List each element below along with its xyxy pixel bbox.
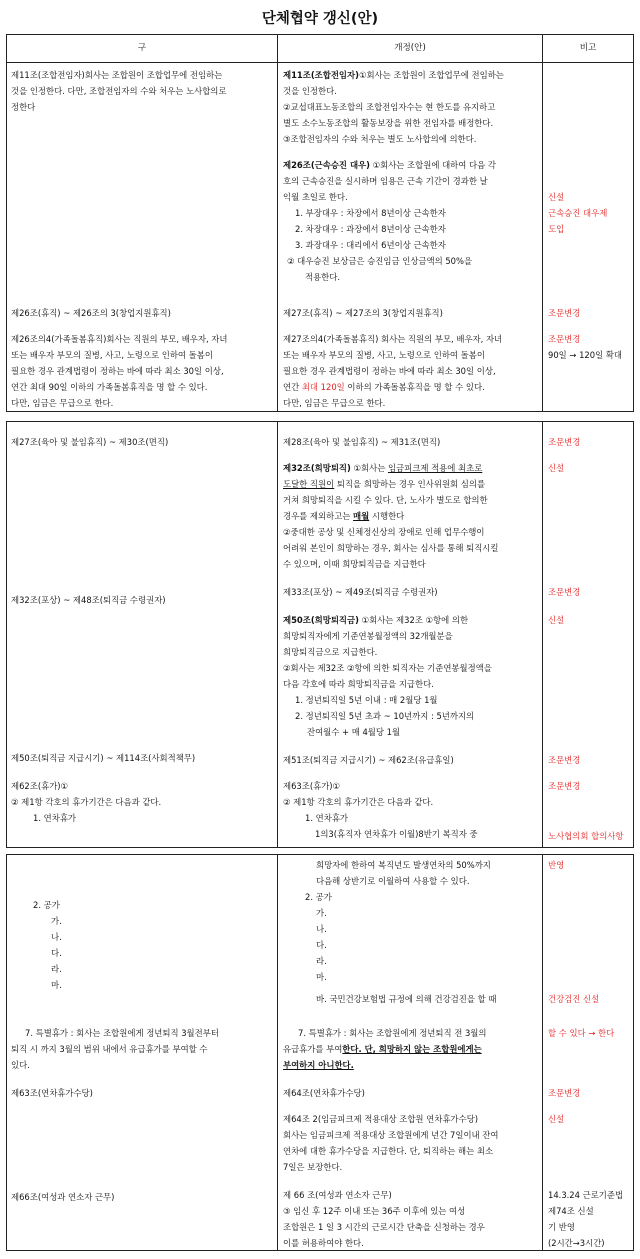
new-art63-line: ② 제1항 각호의 휴가기간은 다음과 같다. [283, 797, 434, 807]
old-leave-item: 가. [51, 916, 62, 926]
note-line: 14.3.24 근로기준법 [548, 1190, 624, 1200]
note-line: 제74조 신설 [548, 1206, 594, 1216]
new-art32-line [283, 476, 485, 492]
new-art50-list-item: 2. 정년퇴직일 5년 초과 ~ 10년까지 : 5년까지의 [295, 711, 475, 721]
old-leave-item: 다. [51, 948, 62, 958]
new-art50-list-item: 잔여월수 + 매 4월당 1월 [307, 727, 401, 737]
old-art62-line: 1. 연차휴가 [33, 813, 77, 823]
note-health-checkup-new: 건강검진 신설 [548, 994, 600, 1004]
new-art64-2-line: 회사는 임금피크제 적용대상 조합원에게 년간 7일이내 잔여 [283, 1130, 499, 1140]
note-line: 근속승진 대우제 [548, 208, 608, 218]
old-art11-line: 것을 인정한다. 다만, 조합전임자의 수와 처우는 노사합의로 [11, 86, 227, 96]
text-span: 연간 [283, 382, 302, 392]
old-leave-item: 나. [51, 932, 62, 942]
text-span: ①회사는 [350, 463, 388, 473]
new-leave-item: 가. [316, 908, 327, 918]
note-new: 신설 [548, 615, 565, 625]
old-range: 제27조(육아 및 불임휴직) ~ 제30조(면직) [11, 437, 169, 447]
new-art26-heading: 제26조(근속승진 대우) [283, 160, 370, 170]
new-range: 제28조(육아 및 불임휴직) ~ 제31조(면직) [283, 437, 441, 447]
new-art11-line [283, 67, 504, 83]
new-art11-clause: ①회사는 조합원이 조합업무에 전임하는 [358, 70, 504, 80]
new-special-leave-line: 7. 특별휴가 : 회사는 조합원에게 정년퇴직 전 3월의 [298, 1028, 487, 1038]
new-leave-item: 나. [316, 924, 327, 934]
new-art26-list-item: 1. 부장대우 : 차장에서 8년이상 근속한자 [295, 208, 446, 218]
old-column [7, 35, 278, 411]
note-wording-change: 할 수 있다 → 한다 [548, 1028, 615, 1038]
old-art63: 제63조(연차휴가수당) [11, 1088, 93, 1098]
old-art62-line: ② 제1항 각호의 휴가기간은 다음과 같다. [11, 797, 162, 807]
new-range: 제51조(퇴직금 지급시기) ~ 제62조(유급휴일) [283, 755, 454, 765]
new-art26-clause: ①회사는 조합원에 대하여 다음 각 [369, 160, 496, 170]
text-span: ①회사는 제32조 ①항에 의한 [358, 615, 469, 625]
new-art32-line [283, 508, 404, 524]
new-leave-item: 2. 공가 [305, 892, 332, 902]
new-art63-line: 1. 연차휴가 [305, 813, 349, 823]
new-art26-line: 적용한다. [305, 272, 341, 282]
new-art27-4-line [283, 379, 485, 395]
new-art66-line: ③ 임신 후 12주 이내 또는 36주 이후에 있는 여성 [283, 1206, 466, 1216]
new-art50-line: ②회사는 제32조 ②항에 의한 퇴직자는 기준연봉월정액을 [283, 663, 492, 673]
old-special-leave-line: 7. 특별휴가 : 회사는 조합원에게 정년퇴직 3월전부터 [25, 1028, 219, 1038]
new-art26-line: ② 대우승진 보상금은 승진임금 인상금액의 50%을 [287, 256, 473, 266]
changed-days-highlight: 최대 120일 [301, 382, 345, 392]
new-art64-2-line: 7일은 보장한다. [283, 1162, 343, 1172]
revision-table-part-2 [6, 421, 634, 848]
new-range: 제33조(포상) ~ 제49조(퇴직금 수령권자) [283, 587, 438, 597]
note-reflected: 반영 [548, 860, 565, 870]
new-art11-heading: 제11조(조합전임자) [283, 70, 359, 80]
new-art26-list-item: 3. 과장대우 : 대리에서 6년이상 근속한자 [295, 240, 446, 250]
new-art26-line: 호의 근속승진을 실시하며 임용은 근속 기간이 경과한 날 [283, 176, 488, 186]
old-art26-4-line: 필요한 경우 관계법령이 정하는 바에 따라 최소 30일 이상, [11, 366, 224, 376]
new-art32-line: 수 있으며, 이때 희망퇴직금을 지급한다 [283, 559, 426, 569]
old-art11-line: 제11조(조합전임자)회사는 조합원이 조합업무에 전임하는 [11, 70, 223, 80]
header-note: 비고 [543, 35, 633, 63]
old-art26-range: 제26조(휴직) ~ 제26조의 3(창업지원휴직) [11, 308, 171, 318]
new-art64: 제64조(연차휴가수당) [283, 1088, 365, 1098]
note-column [543, 35, 633, 411]
new-carryover-line: 다음해 상반기로 이월하여 사용할 수 있다. [316, 876, 470, 886]
new-art50-line: 희망퇴직금으로 지급한다. [283, 647, 378, 657]
new-art27-4-line: 또는 배우자 부모의 질병, 사고, 노령으로 인하여 돌봄이 [283, 350, 485, 360]
header-old: 구 [7, 35, 277, 63]
old-column [7, 422, 278, 847]
note-article-changed: 조문변경 [548, 755, 581, 765]
new-art11-line: 별도 소수노동조합의 활동보장을 위한 전임자를 배정한다. [283, 118, 494, 128]
new-art11-line: 것을 인정한다. [283, 86, 337, 96]
new-art26-line [283, 157, 496, 173]
new-column [278, 35, 543, 411]
old-art26-4-line: 연간 최대 90일 이하의 가족돌봄휴직을 명 할 수 있다. [11, 382, 208, 392]
new-art11-line: ②교섭대표노동조합의 조합전임자수는 현 한도를 유지하고 [283, 102, 496, 112]
old-art26-4-line: 제26조의4(가족돌봄휴직)회사는 직원의 부모, 배우자, 자녀 [11, 334, 228, 344]
note-line: 도입 [548, 224, 565, 234]
text-span: 시행한다 [369, 511, 405, 521]
new-leave-item: 바. 국민건강보험법 규정에 의해 건강검진을 할 때 [316, 994, 497, 1004]
new-column [278, 855, 543, 1250]
note-line: 90일 → 120일 확대 [548, 350, 623, 360]
new-art50-line: 희망퇴직자에게 기준연봉월정액의 32개월분을 [283, 631, 453, 641]
old-special-leave-line: 있다. [11, 1060, 30, 1070]
note-article-changed: 조문변경 [548, 1088, 581, 1098]
new-art32-line: 거쳐 희망퇴직을 시킬 수 있다. 단, 노사가 별도로 합의한 [283, 495, 488, 505]
note-new: 신설 [548, 463, 565, 473]
new-art50-line: 다음 각호에 따라 희망퇴직금을 지급한다. [283, 679, 434, 689]
document-title: 단체협약 갱신(안) [261, 11, 379, 27]
note-line: (2시간→3시간) [548, 1238, 605, 1248]
new-art27-range: 제27조(휴직) ~ 제27조의 3(창업지원휴직) [283, 308, 443, 318]
new-special-leave-line [283, 1041, 482, 1057]
old-special-leave-line: 퇴직 시 까지 3월의 범위 내에서 유급휴가를 부여할 수 [11, 1044, 208, 1054]
note-line: 기 반영 [548, 1222, 575, 1232]
new-art64-2-line: 제64조 2(임금피크제 적용대상 조합원 연차휴가수당) [283, 1114, 478, 1124]
new-art50-line [283, 612, 468, 628]
old-range: 제50조(퇴직금 지급시기) ~ 제114조(사회적책무) [11, 753, 196, 763]
new-art26-line: 익월 초일로 한다. [283, 192, 348, 202]
note-article-changed: 조문변경 [548, 308, 581, 318]
new-art32-line [283, 460, 482, 476]
old-column [7, 855, 278, 1250]
old-art62-line: 제62조(휴가)① [11, 781, 69, 791]
note-new: 신설 [548, 1114, 565, 1124]
new-art27-4-line: 필요한 경우 관계법령이 정하는 바에 따라 최소 30일 이상, [283, 366, 496, 376]
revision-table-part-1 [6, 34, 634, 412]
new-art63-line: 1의3(휴직자 연차휴가 이월)8반기 복직자 중 [315, 829, 478, 839]
old-leave-item: 라. [51, 964, 62, 974]
underlined-text: 도달한 직원이 [283, 479, 335, 489]
note-column [543, 855, 633, 1250]
text-span: 이하의 가족돌봄휴직을 명 할 수 있다. [344, 382, 485, 392]
old-art26-4-line: 또는 배우자 부모의 질병, 사고, 노령으로 인하여 돌봄이 [11, 350, 213, 360]
new-art26-list-item: 2. 차장대우 : 과장에서 8년이상 근속한자 [295, 224, 446, 234]
emphasized-text: 한다. 단, 희망하지 않는 조합원에게는 [342, 1044, 482, 1054]
note-article-changed: 조문변경 [548, 781, 581, 791]
new-leave-item: 라. [316, 956, 327, 966]
new-art11-line: ③조합전임자의 수와 처우는 별도 노사합의에 의한다. [283, 134, 477, 144]
new-art32-heading: 제32조(희망퇴직) [283, 463, 351, 473]
old-range: 제32조(포상) ~ 제48조(퇴직금 수령권자) [11, 595, 166, 605]
new-art50-heading: 제50조(희망퇴직금) [283, 615, 359, 625]
new-art66-line: 제 66 조(여성과 연소자 근무) [283, 1190, 392, 1200]
new-art66-line: 이를 허용하여야 한다. [283, 1238, 364, 1248]
new-art63-line: 제63조(휴가)① [283, 781, 341, 791]
new-art64-2-line: 연차에 대한 휴가수당을 지급한다. 단, 퇴직하는 해는 최소 [283, 1146, 494, 1156]
old-art26-4-line: 다만, 임금은 무급으로 한다. [11, 398, 114, 408]
new-column [278, 422, 543, 847]
old-art11-line: 정한다 [11, 102, 36, 112]
new-art32-line: 어려워 본인이 희망하는 경우, 회사는 심사를 통해 퇴직시킬 [283, 543, 499, 553]
new-art27-4-line: 다만, 임금은 무급으로 한다. [283, 398, 386, 408]
note-article-changed: 조문변경 [548, 437, 581, 447]
new-special-leave-line: 부여하지 아니한다. [283, 1060, 354, 1070]
revision-table-part-3 [6, 854, 634, 1251]
new-art27-4-line: 제27조의4(가족돌봄휴직) 회사는 직원의 부모, 배우자, 자녀 [283, 334, 503, 344]
note-labor-agreement: 노사협의회 합의사항 [548, 831, 624, 841]
text-span: 퇴직을 희망하는 경우 인사위원회 심의를 [334, 479, 486, 489]
text-span: 경우를 제외하고는 [283, 511, 354, 521]
new-art66-line: 조합원은 1 일 3 시간의 근로시간 단축을 신청하는 경우 [283, 1222, 485, 1232]
emphasized-text: 매월 [353, 511, 370, 521]
text-span: 유급휴가를 부여 [283, 1044, 343, 1054]
old-leave-item: 마. [51, 980, 62, 990]
old-leave-item: 2. 공가 [33, 900, 60, 910]
new-carryover-line: 희망자에 한하여 복직년도 발생연차의 50%까지 [316, 860, 491, 870]
new-leave-item: 마. [316, 972, 327, 982]
note-article-changed: 조문변경 [548, 334, 581, 344]
note-article-changed: 조문변경 [548, 587, 581, 597]
note-new: 신설 [548, 192, 565, 202]
underlined-text: 임금피크제 적용에 최초로 [387, 463, 483, 473]
new-art32-line: ②중대한 공상 및 신체정신상의 장애로 인해 업무수행이 [283, 527, 485, 537]
new-art50-list-item: 1. 정년퇴직일 5년 이내 : 매 2월당 1월 [295, 695, 438, 705]
header-new: 개정(안) [278, 35, 542, 63]
old-art66: 제66조(여성과 연소자 근무) [11, 1192, 115, 1202]
note-column [543, 422, 633, 847]
new-leave-item: 다. [316, 940, 327, 950]
